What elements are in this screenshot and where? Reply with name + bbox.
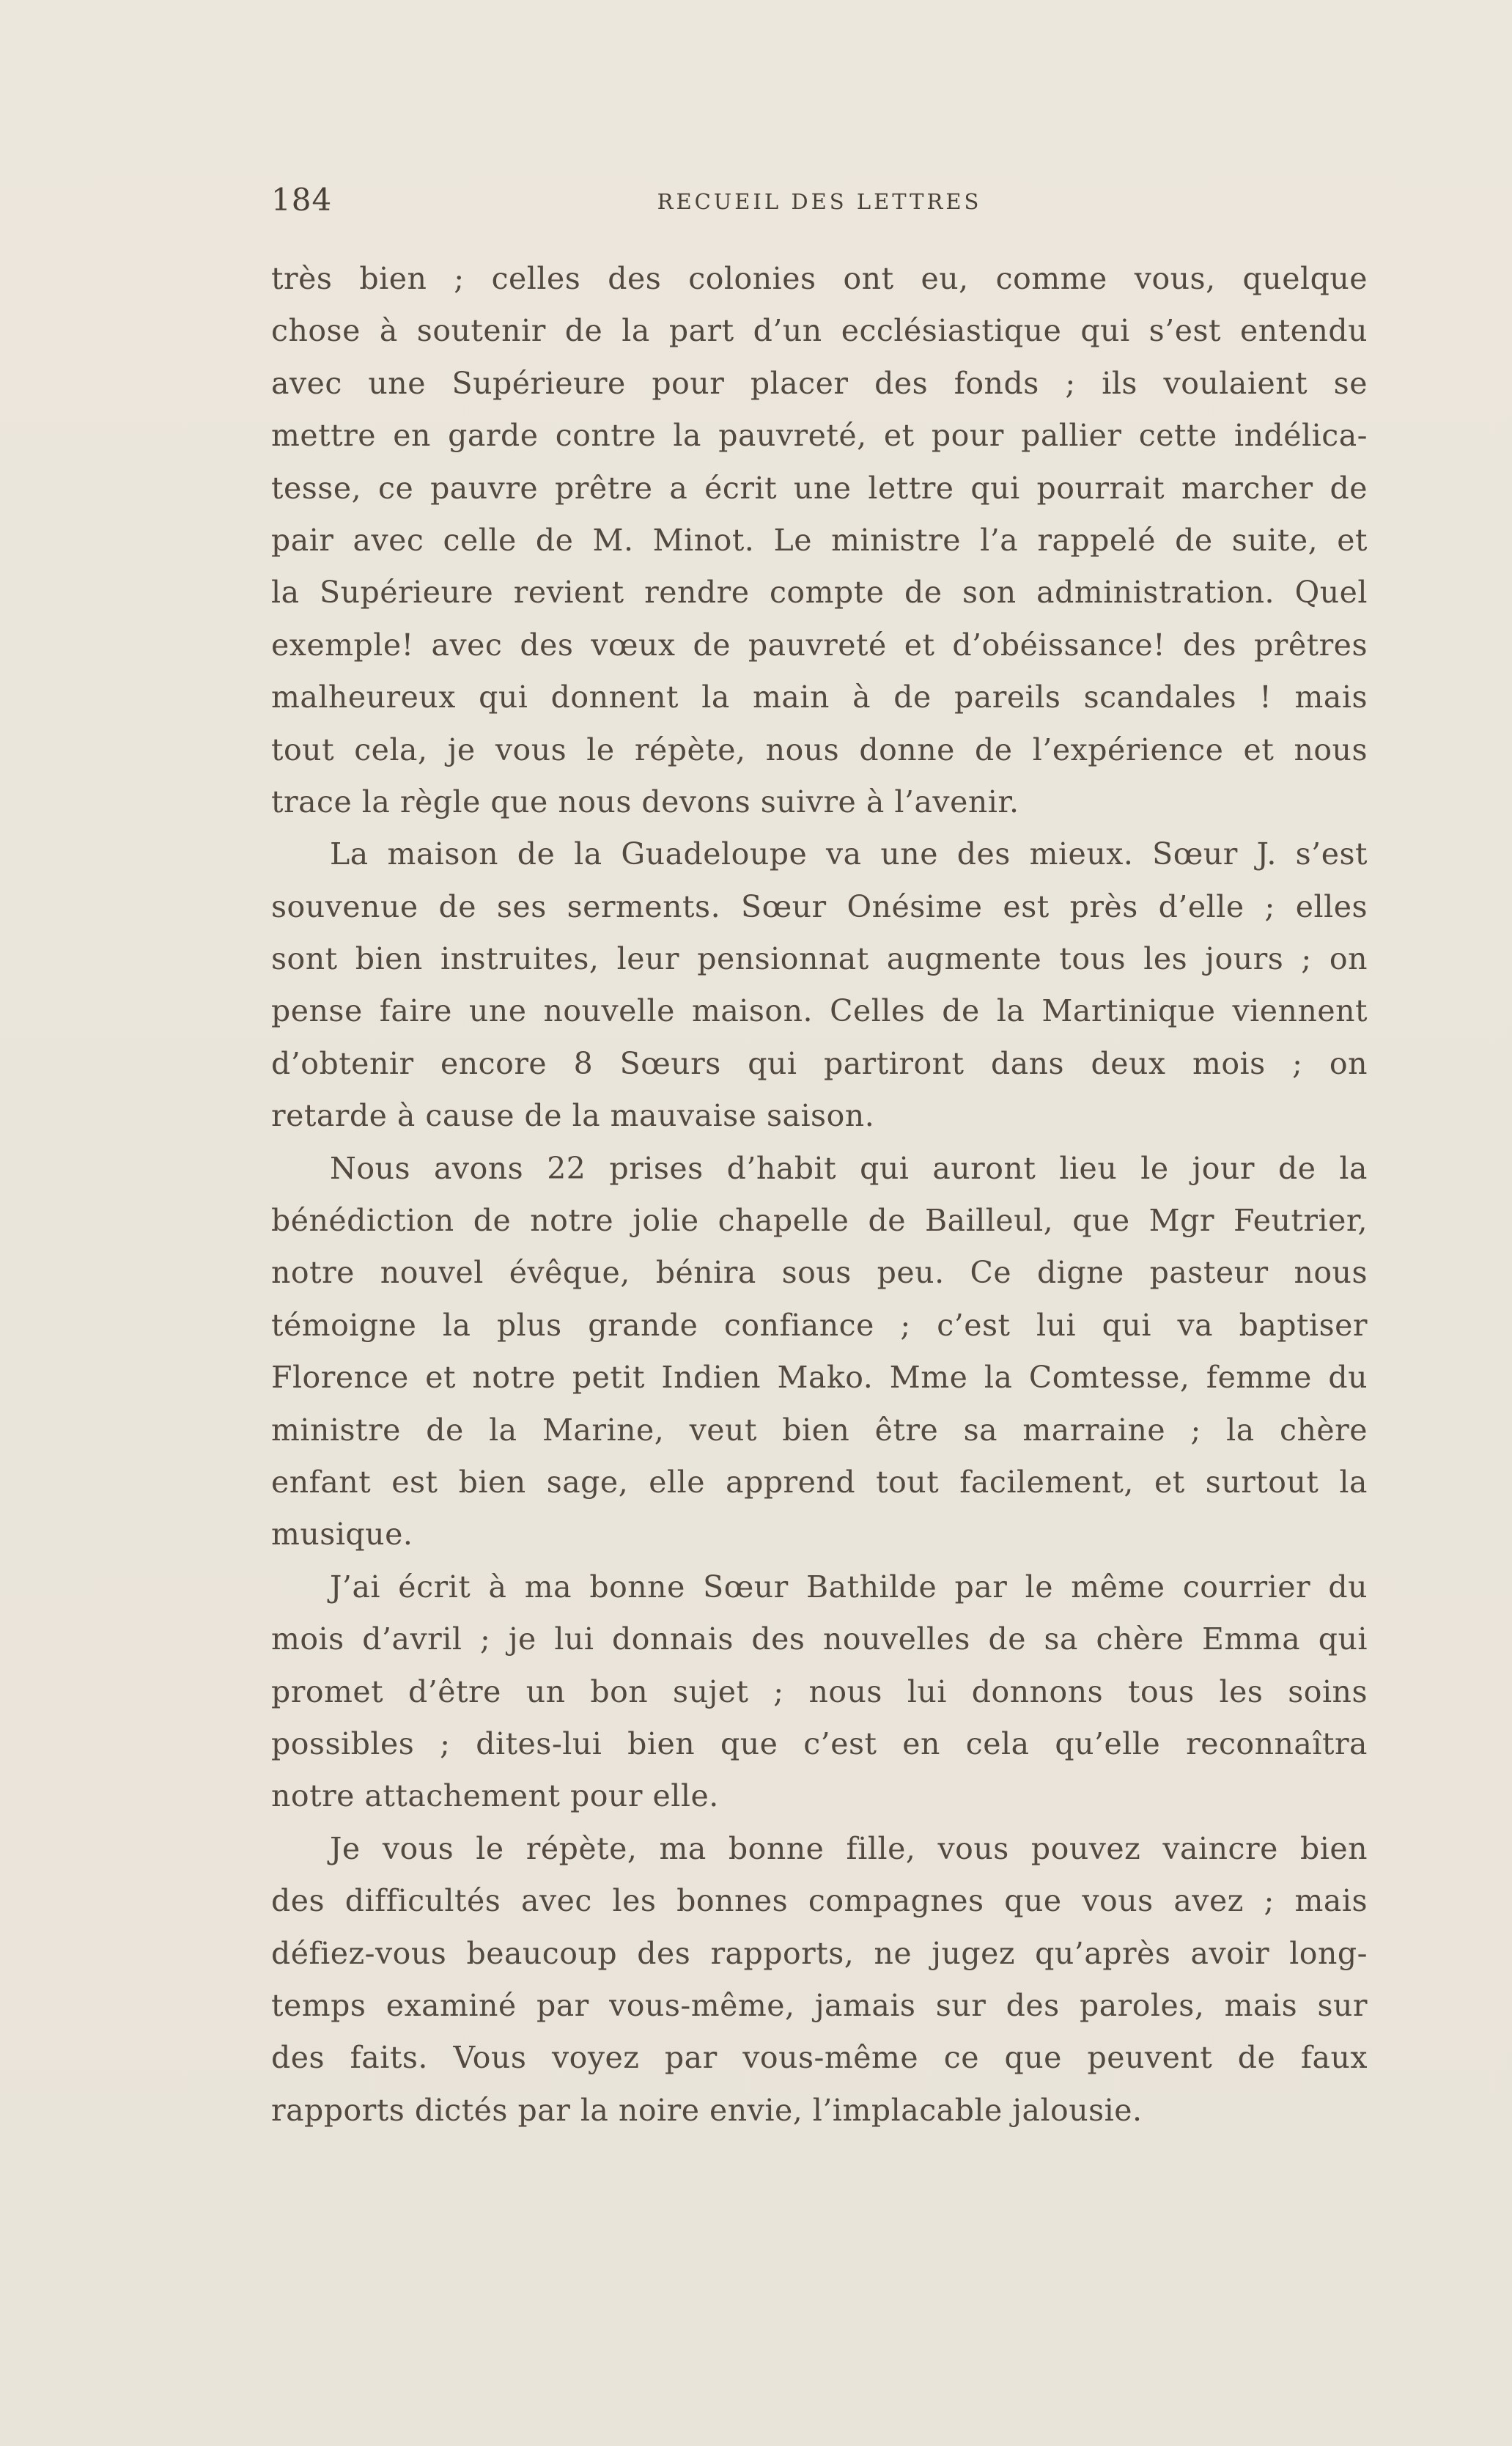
paragraph xyxy=(271,1823,1368,2137)
text-line: tout cela, je vous le répète, nous donne de l’expérience et nous xyxy=(271,732,1368,767)
text-line: La maison de la Guadeloupe va une des mieux. Sœur J. s’est xyxy=(330,836,1368,872)
text-line: sont bien instruites, leur pensionnat augmente tous les jours ; on xyxy=(271,941,1368,977)
text-line: rapports dictés par la noire envie, l’implacable jalousie. xyxy=(271,2092,1143,2128)
text-line: chose à soutenir de la part d’un ecclésiastique qui s’est entendu xyxy=(271,313,1368,349)
text-line: la Supérieure revient rendre compte de son administration. Quel xyxy=(271,575,1368,611)
text-line: très bien ; celles des colonies ont eu, comme vous, quelque xyxy=(271,261,1368,296)
page-header xyxy=(271,180,1368,224)
text-line: possibles ; dites-lui bien que c’est en cela qu’elle reconnaîtra xyxy=(271,1725,1368,1761)
body-text xyxy=(271,253,1368,2137)
text-line: Je vous le répète, ma bonne fille, vous pouvez vaincre bien xyxy=(330,1830,1368,1866)
text-line: mettre en garde contre la pauvreté, et pour pallier cette indélica- xyxy=(271,418,1368,454)
text-line: J’ai écrit à ma bonne Sœur Bathilde par le même courrier du xyxy=(330,1569,1368,1605)
text-line: Florence et notre petit Indien Mako. Mme la Comtesse, femme du xyxy=(271,1360,1368,1396)
text-line: bénédiction de notre jolie chapelle de Bailleul, que Mgr Feutrier, xyxy=(271,1203,1368,1239)
paragraph xyxy=(271,828,1368,1142)
text-line: d’obtenir encore 8 Sœurs qui partiront dans deux mois ; on xyxy=(271,1045,1368,1081)
text-line: notre nouvel évêque, bénira sous peu. Ce digne pasteur nous xyxy=(271,1255,1368,1291)
text-line: des faits. Vous voyez par vous-même ce que peuvent de faux xyxy=(271,2040,1368,2076)
text-line: musique. xyxy=(271,1517,413,1552)
text-line: témoigne la plus grande confiance ; c’est lui qui va baptiser xyxy=(271,1307,1368,1343)
text-line: exemple! avec des vœux de pauvreté et d’obéissance! des prêtres xyxy=(271,627,1368,663)
text-line: temps examiné par vous-même, jamais sur des paroles, mais sur xyxy=(271,1987,1368,2023)
paragraph xyxy=(271,1561,1368,1823)
text-line: retarde à cause de la mauvaise saison. xyxy=(271,1098,875,1134)
text-line: défiez-vous beaucoup des rapports, ne jugez qu’après avoir long- xyxy=(271,1935,1368,1971)
text-line: notre attachement pour elle. xyxy=(271,1778,719,1814)
text-line: trace la règle que nous devons suivre à l’avenir. xyxy=(271,784,1019,819)
paragraph xyxy=(271,1143,1368,1561)
text-line: tesse, ce pauvre prêtre a écrit une lettre qui pourrait marcher de xyxy=(271,470,1368,506)
paragraph xyxy=(271,253,1368,828)
running-title: RECUEIL DES LETTRES xyxy=(657,189,982,214)
page-number: 184 xyxy=(271,182,333,218)
text-line: des difficultés avec les bonnes compagnes que vous avez ; mais xyxy=(271,1883,1368,1919)
text-line: pense faire une nouvelle maison. Celles de la Martinique viennent xyxy=(271,993,1368,1029)
text-line: avec une Supérieure pour placer des fonds ; ils voulaient se xyxy=(271,365,1368,401)
text-line: enfant est bien sage, elle apprend tout facilement, et surtout la xyxy=(271,1464,1368,1500)
text-line: promet d’être un bon sujet ; nous lui donnons tous les soins xyxy=(271,1673,1368,1709)
text-line: mois d’avril ; je lui donnais des nouvelles de sa chère Emma qui xyxy=(271,1621,1368,1657)
text-line: malheureux qui donnent la main à de pareils scandales ! mais xyxy=(271,679,1368,715)
text-line: ministre de la Marine, veut bien être sa marraine ; la chère xyxy=(271,1412,1368,1448)
text-line: souvenue de ses serments. Sœur Onésime est près d’elle ; elles xyxy=(271,888,1368,924)
text-line: Nous avons 22 prises d’habit qui auront lieu le jour de la xyxy=(330,1150,1368,1186)
text-line: pair avec celle de M. Minot. Le ministre l’a rappelé de suite, et xyxy=(271,522,1368,558)
